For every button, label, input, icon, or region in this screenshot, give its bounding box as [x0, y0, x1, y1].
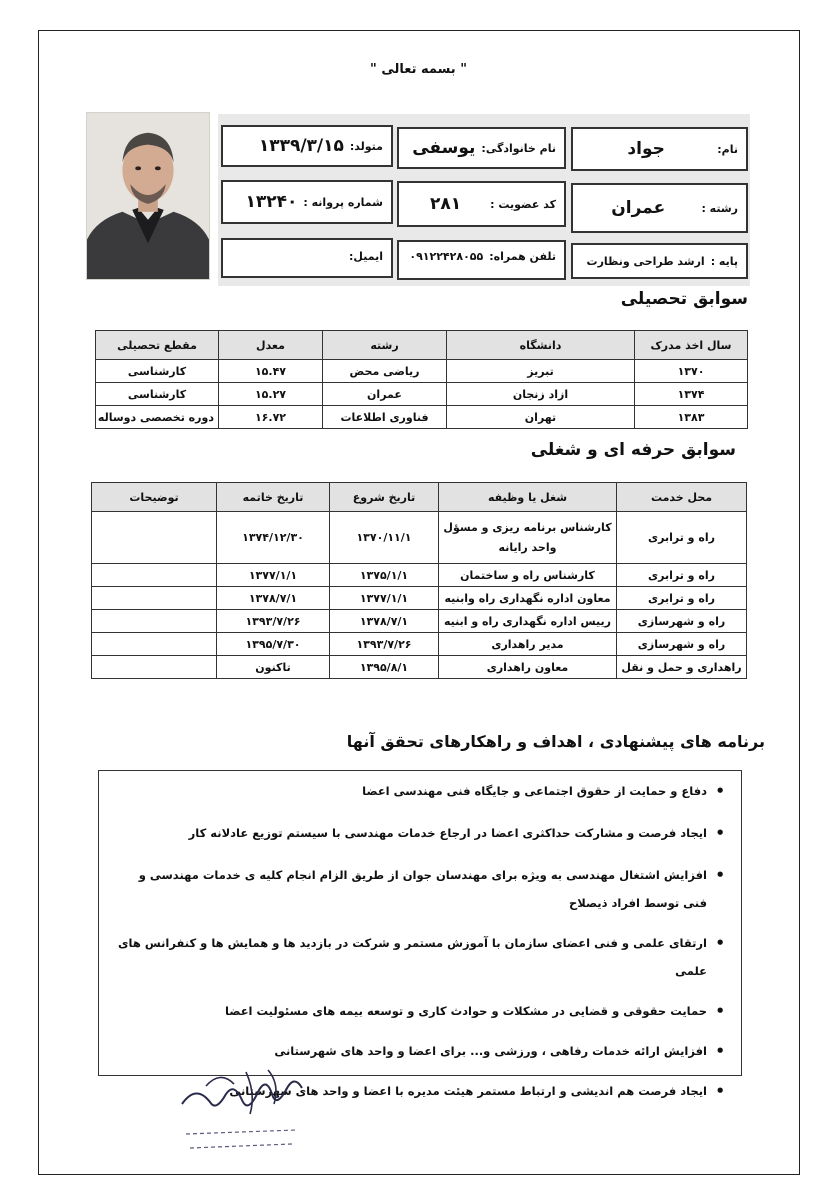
jobs-cell — [92, 587, 217, 610]
profile-photo — [86, 112, 210, 280]
family-name-label: نام خانوادگی: — [481, 141, 556, 155]
list-item: • ایجاد فرصت هم اندیشی و ارتباط مستمر هیئت مدیره با اعضا و واحد های شهرستانی — [113, 1077, 727, 1105]
jobs-cell: کارشناس برنامه ریزی و مسؤل واحد رایانه — [439, 512, 617, 564]
degree-label: پایه : — [710, 254, 738, 268]
table-row — [92, 512, 747, 564]
phone-value: ۰۹۱۲۲۴۲۸۰۵۵ — [409, 250, 484, 263]
bismillah-heading: " بسمه تعالی " — [370, 62, 467, 77]
phone-label: تلفن همراه: — [489, 250, 556, 263]
table-row — [92, 587, 747, 610]
birth-date-label: متولد: — [349, 139, 383, 153]
jobs-cell: ۱۳۹۳/۷/۲۶ — [217, 610, 330, 633]
jobs-cell — [92, 633, 217, 656]
education-cell: دوره تخصصی دوساله — [96, 406, 219, 429]
signature-stamp — [176, 1064, 316, 1164]
jobs-cell: ۱۳۷۸/۷/۱ — [330, 610, 439, 633]
jobs-cell: ۱۳۷۷/۱/۱ — [217, 564, 330, 587]
jobs-cell: راه و شهرسازی — [617, 633, 747, 656]
education-cell: تهران — [447, 406, 635, 429]
education-cell: کارشناسی — [96, 360, 219, 383]
jobs-cell: راه و ترابری — [617, 587, 747, 610]
jobs-cell: ۱۳۹۵/۷/۳۰ — [217, 633, 330, 656]
education-title: سوابق تحصیلی — [620, 289, 748, 309]
jobs-header-role: شغل یا وظیفه — [439, 483, 617, 512]
list-item: • ارتقای علمی و فنی اعضای سازمان با آموزش مستمر و شرکت در بازدید ها و همایش ها و کنفرانس های علمی — [113, 929, 727, 985]
education-cell: ریاضی محض — [323, 360, 447, 383]
jobs-cell: ۱۳۷۴/۱۲/۳۰ — [217, 512, 330, 564]
education-cell: کارشناسی — [96, 383, 219, 406]
family-name-value: یوسفی — [412, 138, 476, 158]
membership-code-label: کد عضویت : — [490, 197, 556, 211]
education-header-university: دانشگاه — [447, 331, 635, 360]
jobs-cell — [92, 512, 217, 564]
table-row — [92, 656, 747, 679]
education-cell: ۱۳۷۴ — [635, 383, 748, 406]
jobs-header-end: تاریخ خاتمه — [217, 483, 330, 512]
table-row — [96, 406, 748, 429]
jobs-cell: راهداری و حمل و نقل — [617, 656, 747, 679]
email-box — [221, 238, 393, 278]
degree-box — [571, 243, 748, 279]
education-cell: عمران — [323, 383, 447, 406]
jobs-cell: رییس اداره نگهداری راه و ابنیه — [439, 610, 617, 633]
goals-title: برنامه های پیشنهادی ، اهداف و راهکارهای تحقق آنها — [346, 732, 765, 751]
education-cell: ۱۵.۴۷ — [219, 360, 323, 383]
education-header-field: رشته — [323, 331, 447, 360]
birth-date-value: ۱۳۳۹/۳/۱۵ — [258, 136, 344, 156]
email-label: ایمیل: — [349, 250, 383, 263]
license-number-box — [221, 180, 393, 224]
license-number-label: شماره پروانه : — [303, 195, 383, 209]
education-header-gpa: معدل — [219, 331, 323, 360]
education-header-level: مقطع تحصیلی — [96, 331, 219, 360]
list-item: • حمایت حقوقی و قضایی در مشکلات و حوادث کاری و توسعه بیمه های مسئولیت اعضا — [113, 997, 727, 1025]
education-cell: ۱۳۷۰ — [635, 360, 748, 383]
jobs-header-notes: توضیحات — [92, 483, 217, 512]
education-cell: ۱۶.۷۲ — [219, 406, 323, 429]
field-value: عمران — [611, 198, 666, 218]
license-number-value: ۱۳۲۴۰ — [245, 192, 298, 212]
jobs-cell: ۱۳۷۷/۱/۱ — [330, 587, 439, 610]
table-row — [92, 633, 747, 656]
jobs-cell: ۱۳۷۰/۱۱/۱ — [330, 512, 439, 564]
field-label: رشته : — [701, 201, 738, 215]
list-item: • افزایش ارائه خدمات رفاهی ، ورزشی و... برای اعضا و واحد های شهرستانی — [113, 1037, 727, 1065]
name-box — [571, 127, 748, 171]
jobs-cell: مدیر راهداری — [439, 633, 617, 656]
family-name-box — [397, 127, 566, 169]
membership-code-box — [397, 181, 566, 227]
name-label: نام: — [717, 142, 738, 156]
education-cell: تبریز — [447, 360, 635, 383]
membership-code-value: ۲۸۱ — [430, 194, 462, 214]
education-cell: ازاد زنجان — [447, 383, 635, 406]
education-header-row — [96, 331, 748, 360]
table-row — [92, 564, 747, 587]
jobs-cell: ۱۳۹۵/۸/۱ — [330, 656, 439, 679]
jobs-cell: راه و شهرسازی — [617, 610, 747, 633]
table-row — [92, 610, 747, 633]
table-row — [96, 383, 748, 406]
list-item: • ایجاد فرصت و مشارکت حداکثری اعضا در ارجاع خدمات مهندسی با سیستم توزیع عادلانه کار — [113, 819, 727, 847]
education-cell: ۱۳۸۳ — [635, 406, 748, 429]
jobs-header-row — [92, 483, 747, 512]
field-box — [571, 183, 748, 233]
table-row — [96, 360, 748, 383]
jobs-cell: ۱۳۹۳/۷/۲۶ — [330, 633, 439, 656]
goals-box — [98, 770, 742, 1098]
jobs-cell — [92, 564, 217, 587]
jobs-cell — [92, 610, 217, 633]
education-cell: فناوری اطلاعات — [323, 406, 447, 429]
list-item: • افزایش اشتغال مهندسی به ویژه برای مهندسان جوان از طریق الزام انجام کلیه ی خدمات مهندسی و فنی توسط افراد ذیصلاح — [113, 861, 727, 917]
goals-list — [113, 777, 727, 1105]
jobs-table — [91, 482, 747, 679]
jobs-header-start: تاریخ شروع — [330, 483, 439, 512]
jobs-cell: معاون اداره نگهداری راه وابنیه — [439, 587, 617, 610]
jobs-cell: تاکنون — [217, 656, 330, 679]
jobs-cell: ۱۳۷۸/۷/۱ — [217, 587, 330, 610]
education-cell: ۱۵.۲۷ — [219, 383, 323, 406]
jobs-title: سوابق حرفه ای و شغلی — [530, 440, 736, 460]
jobs-cell: کارشناس راه و ساختمان — [439, 564, 617, 587]
phone-box — [397, 240, 566, 280]
birth-date-box — [221, 125, 393, 167]
jobs-cell — [92, 656, 217, 679]
jobs-cell: معاون راهداری — [439, 656, 617, 679]
degree-value: ارشد طراحی ونظارت — [586, 254, 705, 268]
education-header-year: سال اخذ مدرک — [635, 331, 748, 360]
jobs-cell: راه و ترابری — [617, 512, 747, 564]
jobs-cell: راه و ترابری — [617, 564, 747, 587]
list-item: • دفاع و حمایت از حقوق اجتماعی و جایگاه فنی مهندسی اعضا — [113, 777, 727, 805]
jobs-header-place: محل خدمت — [617, 483, 747, 512]
education-table — [95, 330, 748, 429]
name-value: جواد — [627, 139, 665, 159]
jobs-cell: ۱۳۷۵/۱/۱ — [330, 564, 439, 587]
